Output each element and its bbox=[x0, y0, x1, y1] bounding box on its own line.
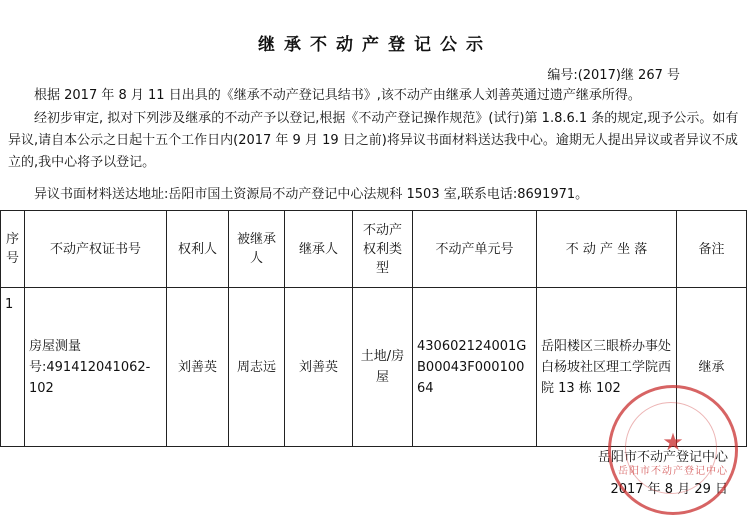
cell-heir: 刘善英 bbox=[285, 288, 353, 447]
header-location: 不 动 产 坐 落 bbox=[537, 211, 677, 288]
table-row bbox=[1, 288, 747, 447]
header-cert-no: 不动产权证书号 bbox=[25, 211, 167, 288]
registration-table bbox=[0, 210, 747, 447]
header-remark: 备注 bbox=[677, 211, 747, 288]
header-right-type: 不动产权利类型 bbox=[353, 211, 413, 288]
cell-owner: 刘善英 bbox=[167, 288, 229, 447]
seal-star-icon: ★ bbox=[662, 428, 684, 456]
header-seq: 序号 bbox=[1, 211, 25, 288]
cell-cert-no: 房屋测量号:491412041062-102 bbox=[25, 288, 167, 447]
seal-text: 岳阳市不动产登记中心 bbox=[618, 466, 728, 477]
header-heir: 继承人 bbox=[285, 211, 353, 288]
paragraph-basis: 根据 2017 年 8 月 11 日出具的《继承不动产登记具结书》,该不动产由继承人刘善英通过遗产继承所得。 bbox=[34, 88, 641, 103]
paragraph-notice: 经初步审定, 拟对下列涉及继承的不动产予以登记,根据《不动产登记操作规范》(试行)第 1.8.6.1 条的规定,现予公示。如有异议,请自本公示之日起十五个工作日内(2017 年 9 月 19 日之前)将异议书面材料送达我中心。逾期无人提出异议或者异议不成立的,我中心将予以登记。 bbox=[8, 111, 739, 170]
document-title: 继承不动产登记公示 bbox=[258, 35, 492, 55]
cell-remark: 继承 bbox=[677, 288, 747, 447]
issuing-organization: 岳阳市不动产登记中心 bbox=[597, 450, 728, 465]
cell-right-type: 土地/房屋 bbox=[353, 288, 413, 447]
cell-location: 岳阳楼区三眼桥办事处白杨坡社区理工学院西院 13 栋 102 bbox=[537, 288, 677, 447]
cell-seq: 1 bbox=[1, 288, 25, 447]
cell-unit-no: 430602124001GB00043F00010064 bbox=[413, 288, 537, 447]
table-header-row bbox=[1, 211, 747, 288]
paragraph-address: 异议书面材料送达地址:岳阳市国土资源局不动产登记中心法规科 1503 室,联系电话:8691971。 bbox=[34, 187, 589, 202]
document-number: 编号:(2017)继 267 号 bbox=[547, 68, 680, 83]
issue-date: 2017 年 8 月 29 日 bbox=[610, 482, 728, 497]
header-owner: 权利人 bbox=[167, 211, 229, 288]
header-unit-no: 不动产单元号 bbox=[413, 211, 537, 288]
cell-decedent: 周志远 bbox=[229, 288, 285, 447]
header-decedent: 被继承人 bbox=[229, 211, 285, 288]
